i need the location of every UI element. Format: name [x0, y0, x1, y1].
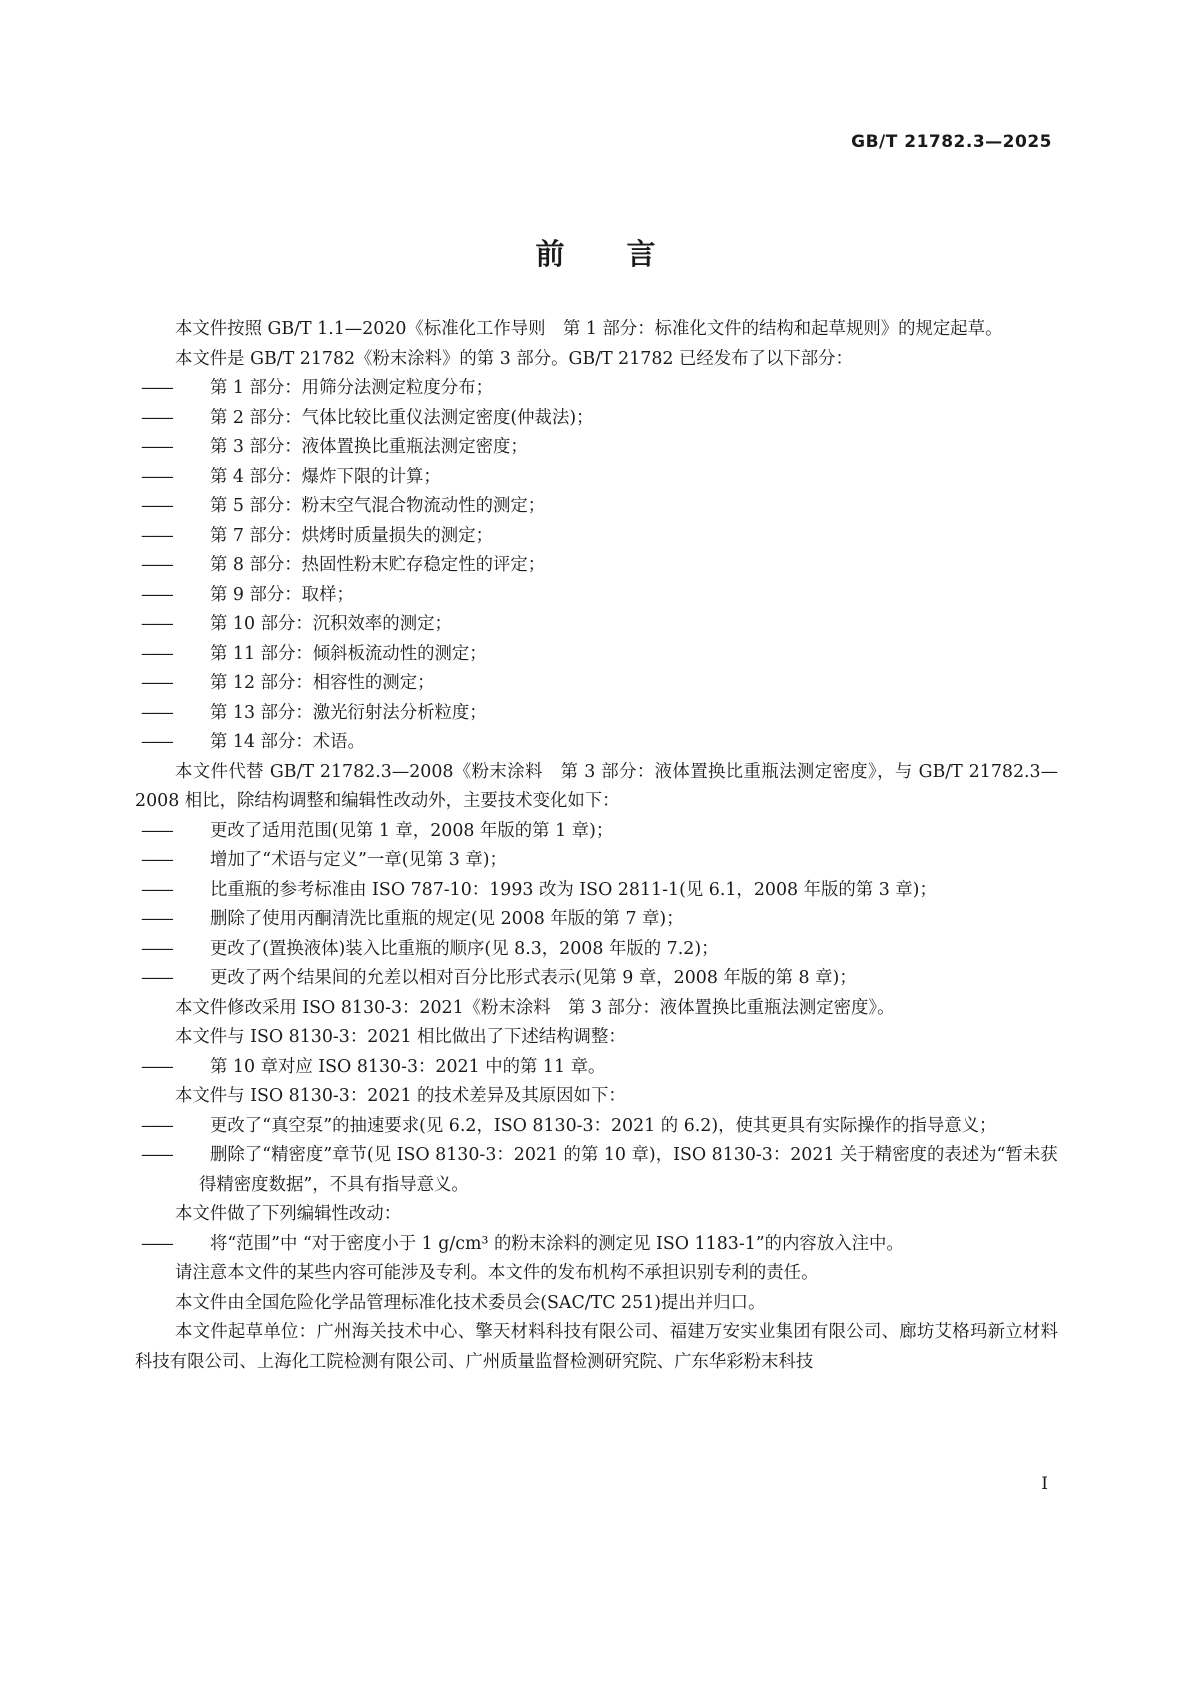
list-dash: ——	[141, 1056, 172, 1077]
list-item: —— 第 11 部分：倾斜板流动性的测定；	[135, 640, 1058, 670]
page-title: 前言	[535, 237, 718, 271]
tech-differences-list	[135, 1112, 1058, 1201]
page-number: I	[1041, 1474, 1048, 1494]
paragraph-adoption: 本文件修改采用 ISO 8130-3：2021《粉末涂料 第 3 部分：液体置换比重瓶法测定密度》。	[175, 997, 895, 1018]
list-item: —— 第 7 部分：烘烤时质量损失的测定；	[135, 522, 1058, 552]
list-item: —— 更改了适用范围(见第 1 章，2008 年版的第 1 章)；	[135, 817, 1058, 847]
parts-list	[135, 374, 1058, 758]
standard-code: GB/T 21782.3—2025	[851, 132, 1052, 152]
list-dash: ——	[141, 968, 172, 988]
list-item: —— 删除了使用丙酮清洗比重瓶的规定(见 2008 年版的第 7 章)；	[135, 905, 1058, 935]
changes-list	[135, 817, 1058, 994]
structure-changes-list	[135, 1053, 1058, 1083]
list-dash: ——	[141, 466, 172, 487]
list-dash: ——	[141, 850, 172, 870]
list-item: —— 第 9 部分：取样；	[135, 581, 1058, 611]
list-dash: ——	[141, 1115, 172, 1136]
list-dash: ——	[141, 732, 172, 752]
list-dash: ——	[141, 702, 172, 723]
list-item: —— 第 1 部分：用筛分法测定粒度分布；	[135, 374, 1058, 404]
list-item: —— 将“范围”中 “对于密度小于 1 g/cm³ 的粉末涂料的测定见 ISO 1183-1”的内容放入注中。	[135, 1230, 1058, 1260]
list-item: —— 第 10 部分：沉积效率的测定；	[135, 610, 1058, 640]
list-item: —— 第 4 部分：爆炸下限的计算；	[135, 463, 1058, 493]
list-dash: ——	[141, 496, 172, 516]
list-dash: ——	[141, 879, 172, 900]
list-dash: ——	[141, 1233, 172, 1254]
paragraph-drafting-units: 本文件起草单位：广州海关技术中心、擎天材料科技有限公司、福建万安实业集团有限公司、廊坊艾格玛新立材料科技有限公司、上海化工院检测有限公司、广州质量监督检测研究院、广东华彩粉末科技	[135, 1322, 1058, 1372]
list-dash: ——	[141, 407, 172, 428]
list-dash: ——	[141, 437, 172, 457]
paragraph-drafting-rules: 本文件按照 GB/T 1.1—2020《标准化工作导则 第 1 部分：标准化文件的结构和起草规则》的规定起草。	[175, 319, 1003, 339]
list-dash: ——	[141, 584, 172, 605]
list-dash: ——	[141, 643, 172, 664]
editorial-changes-list	[135, 1230, 1058, 1260]
paragraph-series-intro: 本文件是 GB/T 21782《粉末涂料》的第 3 部分。GB/T 21782 已经发布了以下部分：	[175, 348, 853, 369]
list-item: —— 第 2 部分：气体比较比重仪法测定密度(仲裁法)；	[135, 404, 1058, 434]
list-item: —— 比重瓶的参考标准由 ISO 787-10：1993 改为 ISO 2811-1(见 6.1，2008 年版的第 3 章)；	[135, 876, 1058, 906]
list-item: —— 更改了两个结果间的允差以相对百分比形式表示(见第 9 章，2008 年版的第 8 章)；	[135, 964, 1058, 994]
list-item: —— 第 13 部分：激光衍射法分析粒度；	[135, 699, 1058, 729]
list-dash: ——	[141, 614, 172, 634]
document-body	[135, 315, 1058, 1377]
list-dash: ——	[141, 820, 172, 841]
list-item: —— 更改了(置换液体)装入比重瓶的顺序(见 8.3，2008 年版的 7.2)；	[135, 935, 1058, 965]
paragraph-patent-notice: 请注意本文件的某些内容可能涉及专利。本文件的发布机构不承担识别专利的责任。	[175, 1263, 819, 1283]
list-dash: ——	[141, 673, 172, 693]
list-item: —— 第 5 部分：粉末空气混合物流动性的测定；	[135, 492, 1058, 522]
paragraph-replaces: 本文件代替 GB/T 21782.3—2008《粉末涂料 第 3 部分：液体置换比重瓶法测定密度》，与 GB/T 21782.3—2008 相比，除结构调整和编辑性改动外，主要技术变化如下：	[135, 761, 1058, 811]
paragraph-proposer: 本文件由全国危险化学品管理标准化技术委员会(SAC/TC 251)提出并归口。	[175, 1292, 766, 1313]
list-dash: ——	[141, 378, 172, 398]
list-item: —— 第 3 部分：液体置换比重瓶法测定密度；	[135, 433, 1058, 463]
paragraph-tech-diff-intro: 本文件与 ISO 8130-3：2021 的技术差异及其原因如下：	[175, 1086, 626, 1106]
list-item: —— 第 14 部分：术语。	[135, 728, 1058, 758]
paragraph-structure-intro: 本文件与 ISO 8130-3：2021 相比做出了下述结构调整：	[175, 1027, 626, 1047]
list-item: —— 删除了“精密度”章节(见 ISO 8130-3：2021 的第 10 章)，ISO 8130-3：2021 关于精密度的表述为“暂未获得精密度数据”，不具有指导意义。	[135, 1141, 1058, 1200]
list-dash: ——	[141, 909, 172, 929]
list-item: —— 更改了“真空泵”的抽速要求(见 6.2，ISO 8130-3：2021 的 6.2)，使其更具有实际操作的指导意义；	[135, 1112, 1058, 1142]
list-item: —— 第 12 部分：相容性的测定；	[135, 669, 1058, 699]
list-item: —— 第 8 部分：热固性粉末贮存稳定性的评定；	[135, 551, 1058, 581]
list-dash: ——	[141, 1145, 172, 1165]
list-item: —— 增加了“术语与定义”一章(见第 3 章)；	[135, 846, 1058, 876]
list-dash: ——	[141, 555, 172, 575]
list-item: —— 第 10 章对应 ISO 8130-3：2021 中的第 11 章。	[135, 1053, 1058, 1083]
paragraph-editorial-intro: 本文件做了下列编辑性改动：	[175, 1204, 402, 1224]
list-dash: ——	[141, 525, 172, 546]
list-dash: ——	[141, 938, 172, 959]
